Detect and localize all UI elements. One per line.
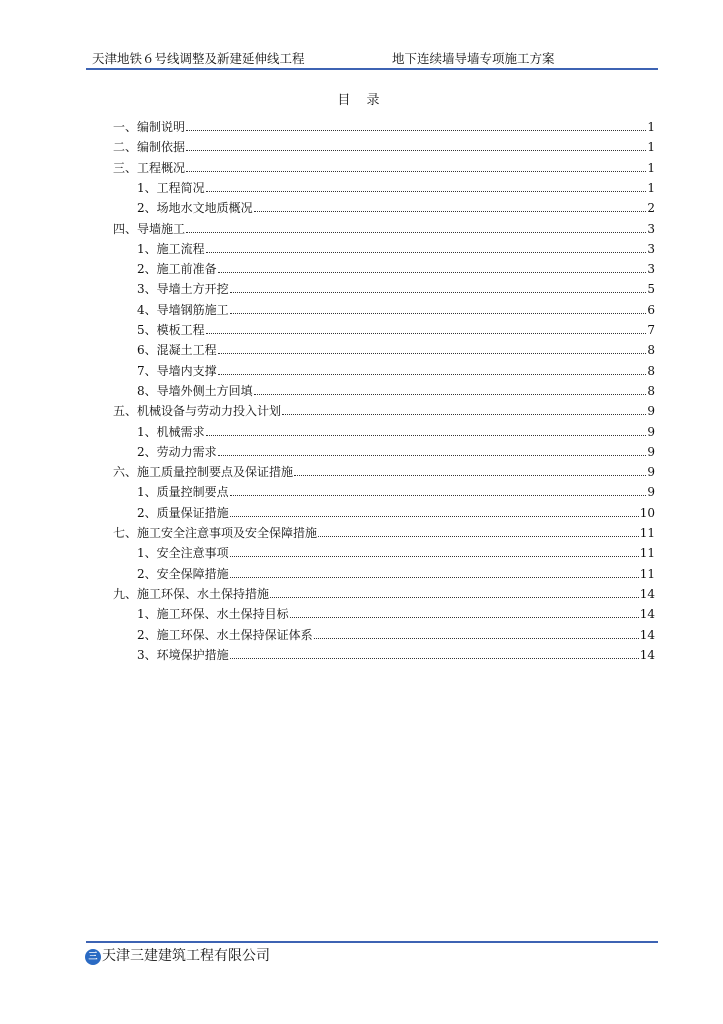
toc-entry-label: 1、施工流程 xyxy=(137,241,205,256)
header-project-title: 天津地铁６号线调整及新建延伸线工程 xyxy=(92,51,305,66)
toc-entry[interactable] xyxy=(137,236,655,256)
toc-entry-label: 一、编制说明 xyxy=(113,120,186,134)
toc-entry-label: 九、施工环保、水土保持措施 xyxy=(113,586,270,601)
toc-dot-leader xyxy=(230,576,639,578)
toc-dot-leader xyxy=(270,596,639,598)
toc-entry-page: 2 xyxy=(647,201,655,216)
toc-entry-page: 1 xyxy=(647,140,655,155)
footer-company-name: 天津三建建筑工程有限公司 xyxy=(102,948,270,964)
toc-entry[interactable] xyxy=(137,358,655,378)
toc-entry-page: 9 xyxy=(647,424,655,439)
toc-entry-page: 9 xyxy=(647,404,655,419)
toc-dot-leader xyxy=(206,190,647,192)
toc-entry[interactable] xyxy=(137,540,655,560)
toc-entry-label: 1、机械需求 xyxy=(137,424,205,439)
toc-dot-leader xyxy=(186,129,646,131)
toc-dot-leader xyxy=(282,413,646,415)
toc-entry-page: 5 xyxy=(647,282,655,297)
toc-entry-label: 8、导墙外侧土方回填 xyxy=(137,383,253,398)
toc-entry-page: 8 xyxy=(647,363,655,378)
toc-entry-page: 9 xyxy=(647,444,655,459)
toc-entry[interactable] xyxy=(137,378,655,398)
toc-entry-page: 3 xyxy=(647,262,655,277)
toc-dot-leader xyxy=(318,535,639,537)
toc-entry[interactable] xyxy=(137,500,655,520)
toc-entry[interactable] xyxy=(137,337,655,357)
toc-entry-label: 2、质量保证措施 xyxy=(137,505,229,520)
toc-entry-page: 1 xyxy=(647,180,655,195)
toc-dot-leader xyxy=(230,494,647,496)
footer-divider xyxy=(86,941,658,943)
toc-dot-leader xyxy=(254,210,647,212)
toc-entry-page: 10 xyxy=(639,505,655,520)
toc-dot-leader xyxy=(218,454,647,456)
toc-entry-label: 4、导墙钢筋施工 xyxy=(137,302,229,317)
toc-entry-label: 2、场地水文地质概况 xyxy=(137,201,253,216)
toc-entry[interactable] xyxy=(113,155,655,175)
toc-dot-leader xyxy=(230,555,639,557)
toc-entry[interactable] xyxy=(137,642,655,662)
toc-entry[interactable] xyxy=(137,317,655,337)
toc-entry-page: 6 xyxy=(647,302,655,317)
header-divider xyxy=(86,68,658,70)
toc-entry-page: 14 xyxy=(639,647,655,662)
toc-dot-leader xyxy=(186,149,646,151)
toc-entry-page: 3 xyxy=(647,241,655,256)
toc-entry-label: 2、劳动力需求 xyxy=(137,444,217,459)
toc-entry-label: 1、安全注意事项 xyxy=(137,546,229,561)
toc-dot-leader xyxy=(206,434,647,436)
toc-dot-leader xyxy=(314,637,639,639)
toc-entry-page: 8 xyxy=(647,343,655,358)
toc-entry[interactable] xyxy=(137,195,655,215)
toc-entry-label: 1、质量控制要点 xyxy=(137,485,229,500)
toc-dot-leader xyxy=(294,474,646,476)
toc-dot-leader xyxy=(290,616,639,618)
toc-entry-page: 7 xyxy=(647,323,655,337)
toc-entry[interactable] xyxy=(137,479,655,499)
toc-entry-page: 11 xyxy=(639,546,655,561)
toc-entry-label: 五、机械设备与劳动力投入计划 xyxy=(113,404,282,419)
toc-entry-label: 七、施工安全注意事项及安全保障措施 xyxy=(113,526,318,540)
toc-entry-label: 2、施工环保、水土保持保证体系 xyxy=(137,627,313,642)
toc-dot-leader xyxy=(186,231,646,233)
header-document-title: 地下连续墙导墙专项施工方案 xyxy=(392,51,555,66)
toc-entry[interactable] xyxy=(113,459,655,479)
toc-dot-leader xyxy=(230,312,647,314)
toc-entry[interactable] xyxy=(137,419,655,439)
company-logo-icon: 三 xyxy=(85,949,101,965)
toc-entry-label: 7、导墙内支撑 xyxy=(137,363,217,378)
toc-entry-page: 1 xyxy=(647,160,655,175)
toc-entry[interactable] xyxy=(137,297,655,317)
toc-entry-page: 14 xyxy=(639,586,655,601)
toc-entry[interactable] xyxy=(137,622,655,642)
toc-dot-leader xyxy=(206,332,647,334)
toc-dot-leader xyxy=(218,373,647,375)
toc-entry[interactable] xyxy=(113,216,655,236)
toc-dot-leader xyxy=(230,657,639,659)
toc-entry-label: 三、工程概况 xyxy=(113,160,186,175)
toc-dot-leader xyxy=(206,251,647,253)
toc-entry-label: 六、施工质量控制要点及保证措施 xyxy=(113,465,294,480)
toc-entry-label: 1、工程简况 xyxy=(137,180,205,195)
toc-dot-leader xyxy=(230,291,647,293)
toc-entry[interactable] xyxy=(137,175,655,195)
toc-entry-page: 11 xyxy=(639,566,655,581)
toc-entry-page: 14 xyxy=(639,627,655,642)
toc-dot-leader xyxy=(230,515,639,517)
toc-entry-label: 5、模板工程 xyxy=(137,323,205,337)
toc-entry-label: 6、混凝土工程 xyxy=(137,343,217,358)
page-header xyxy=(92,50,658,68)
toc-entry-label: 3、环境保护措施 xyxy=(137,647,229,662)
toc-entry-label: 1、施工环保、水土保持目标 xyxy=(137,607,289,622)
toc-entry-page: 1 xyxy=(647,120,655,134)
toc-entry[interactable] xyxy=(137,276,655,296)
toc-entry-label: 2、安全保障措施 xyxy=(137,566,229,581)
toc-entry[interactable] xyxy=(113,520,655,540)
toc-entry-label: 3、导墙土方开挖 xyxy=(137,282,229,297)
toc-entry[interactable] xyxy=(113,134,655,154)
toc-entry-page: 9 xyxy=(647,465,655,480)
toc-entry-page: 14 xyxy=(639,607,655,622)
toc-entry[interactable] xyxy=(137,561,655,581)
toc-dot-leader xyxy=(186,170,646,172)
toc-entry-page: 3 xyxy=(647,221,655,236)
toc-entry[interactable] xyxy=(113,114,655,134)
toc-entry-page: 8 xyxy=(647,383,655,398)
toc-entry[interactable] xyxy=(137,439,655,459)
toc-entry-label: 2、施工前准备 xyxy=(137,262,217,277)
toc-dot-leader xyxy=(218,271,647,273)
toc-entry-page: 9 xyxy=(647,485,655,500)
toc-dot-leader xyxy=(254,393,647,395)
toc-dot-leader xyxy=(218,352,647,354)
toc-entry-page: 11 xyxy=(639,526,655,540)
toc-entry[interactable] xyxy=(137,256,655,276)
toc-entry-label: 四、导墙施工 xyxy=(113,221,186,236)
toc-entry[interactable] xyxy=(113,581,655,601)
toc-title: 目 录 xyxy=(337,93,386,108)
toc-entry[interactable] xyxy=(113,398,655,418)
toc-entry-label: 二、编制依据 xyxy=(113,140,186,155)
toc-entry[interactable] xyxy=(137,601,655,621)
